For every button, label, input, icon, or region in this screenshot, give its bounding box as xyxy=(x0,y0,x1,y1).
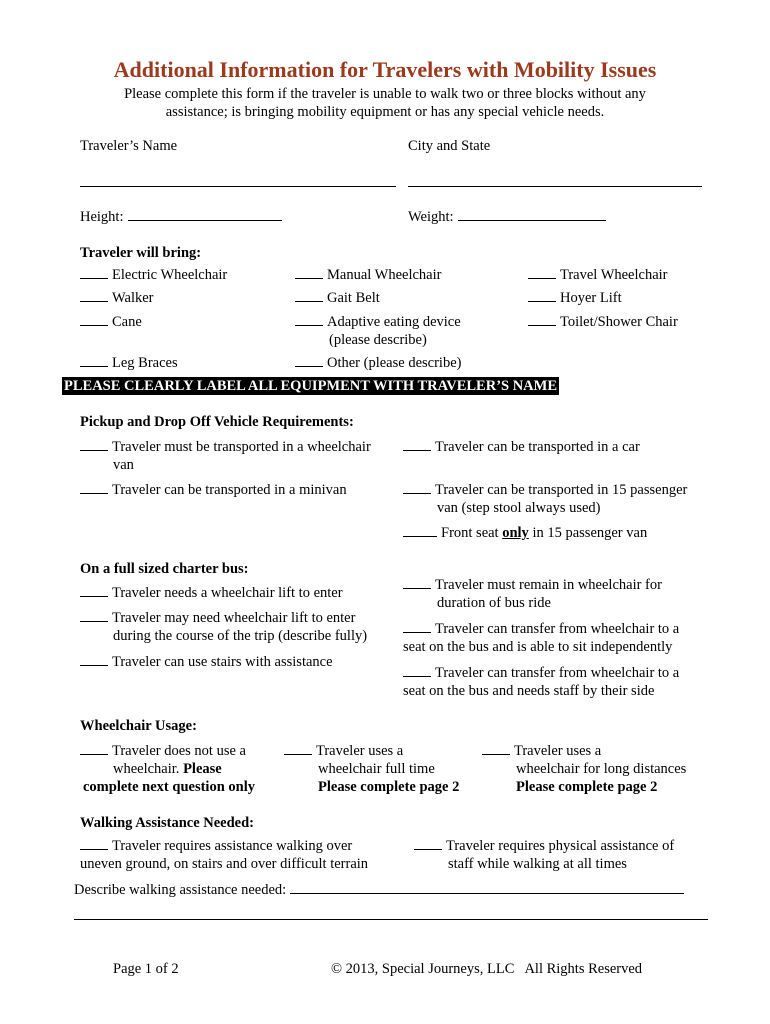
checkbox-blank[interactable] xyxy=(528,313,556,326)
height-field[interactable] xyxy=(128,207,282,221)
transfer-independent-cont: seat on the bus and is able to sit independently xyxy=(403,639,673,655)
checkbox-blank[interactable] xyxy=(403,576,431,589)
option-label: Travel Wheelchair xyxy=(560,267,668,283)
long-distances-instruction: Please complete page 2 xyxy=(516,779,658,795)
checkbox-blank[interactable] xyxy=(528,289,556,302)
checkbox-blank[interactable] xyxy=(528,266,556,279)
subtitle-line-1: Please complete this form if the traveler is unable to walk two or three blocks without any xyxy=(124,86,646,102)
checkbox-blank[interactable] xyxy=(403,620,431,633)
option-label: Traveler does not use a xyxy=(112,743,246,759)
option-cane[interactable] xyxy=(80,313,142,331)
option-label: Traveler can transfer from wheelchair to a xyxy=(435,665,680,681)
transfer-staff-cont: seat on the bus and needs staff by their side xyxy=(403,683,655,699)
no-wheelchair-cont xyxy=(113,760,222,778)
option-label: Adaptive eating device xyxy=(327,314,461,330)
checkbox-blank[interactable] xyxy=(403,438,431,451)
option-travel-wheelchair[interactable] xyxy=(528,266,668,284)
wheelchair-usage-heading: Wheelchair Usage: xyxy=(80,718,197,734)
passenger-van-cont: van (step stool always used) xyxy=(437,500,601,516)
option-leg-braces[interactable] xyxy=(80,354,178,372)
describe-walking-field-2[interactable] xyxy=(74,919,708,920)
option-label: Hoyer Lift xyxy=(560,290,622,306)
equipment-heading: Traveler will bring: xyxy=(80,245,202,261)
option-wheelchair-van[interactable] xyxy=(80,438,371,456)
option-label: Traveler uses a xyxy=(316,743,404,759)
checkbox-blank[interactable] xyxy=(80,481,108,494)
vehicle-heading: Pickup and Drop Off Vehicle Requirements: xyxy=(80,414,354,430)
weight-label: Weight: xyxy=(408,209,454,225)
option-label: Traveler can be transported in a car xyxy=(435,439,640,455)
travelers-name-field[interactable] xyxy=(80,186,396,187)
option-gait-belt[interactable] xyxy=(295,289,380,307)
height-row xyxy=(80,207,282,226)
option-label: Traveler requires assistance walking over xyxy=(112,838,353,854)
option-transfer-staff[interactable] xyxy=(403,664,679,682)
walking-heading: Walking Assistance Needed: xyxy=(80,815,255,831)
full-time-cont: wheelchair full time xyxy=(318,761,435,777)
describe-walking-label: Describe walking assistance needed: xyxy=(74,882,287,898)
option-label: Traveler uses a xyxy=(514,743,602,759)
checkbox-blank[interactable] xyxy=(80,742,108,755)
option-physical-assistance[interactable] xyxy=(414,837,674,855)
checkbox-blank[interactable] xyxy=(295,313,323,326)
option-label: Cane xyxy=(112,314,142,330)
no-wheelchair-text: wheelchair. xyxy=(113,761,180,777)
uneven-ground-cont: uneven ground, on stairs and over difficult terrain xyxy=(80,856,369,872)
option-label: Gait Belt xyxy=(327,290,380,306)
option-label: Traveler can use stairs with assistance xyxy=(112,654,333,670)
height-label: Height: xyxy=(80,209,124,225)
option-remain-wheelchair[interactable] xyxy=(403,576,662,594)
page-number: Page 1 of 2 xyxy=(113,961,179,977)
checkbox-blank[interactable] xyxy=(80,438,108,451)
checkbox-blank[interactable] xyxy=(80,653,108,666)
option-may-need-lift[interactable] xyxy=(80,609,355,627)
label-equipment-banner: PLEASE CLEARLY LABEL ALL EQUIPMENT WITH TRAVELER’S NAME xyxy=(64,378,558,394)
checkbox-blank[interactable] xyxy=(80,289,108,302)
option-label: Front seat xyxy=(441,525,499,541)
form-title: Additional Information for Travelers with Mobility Issues xyxy=(113,57,657,82)
option-label: Traveler can be transported in 15 passenger xyxy=(435,482,688,498)
physical-assistance-cont: staff while walking at all times xyxy=(448,856,627,872)
option-lift-enter[interactable] xyxy=(80,584,343,602)
option-electric-wheelchair[interactable] xyxy=(80,266,227,284)
option-manual-wheelchair[interactable] xyxy=(295,266,441,284)
form-subtitle xyxy=(0,85,770,121)
checkbox-blank[interactable] xyxy=(295,354,323,367)
option-hoyer-lift[interactable] xyxy=(528,289,622,307)
option-label: Traveler must be transported in a wheelchair xyxy=(112,439,371,455)
bus-heading: On a full sized charter bus: xyxy=(80,561,249,577)
no-wheelchair-instruction: complete next question only xyxy=(83,779,255,795)
checkbox-blank[interactable] xyxy=(80,354,108,367)
may-need-cont: during the course of the trip (describe fully) xyxy=(113,628,368,644)
checkbox-blank[interactable] xyxy=(80,313,108,326)
option-uneven-ground[interactable] xyxy=(80,837,352,855)
wheelchair-van-cont: van xyxy=(113,457,134,473)
option-full-time[interactable] xyxy=(284,742,403,760)
checkbox-blank[interactable] xyxy=(295,289,323,302)
only-emphasis: only xyxy=(502,525,529,541)
option-car[interactable] xyxy=(403,438,640,456)
travelers-name-label: Traveler’s Name xyxy=(80,138,178,154)
option-toilet-shower-chair[interactable] xyxy=(528,313,678,331)
option-long-distances[interactable] xyxy=(482,742,601,760)
checkbox-blank[interactable] xyxy=(284,742,312,755)
option-label: Traveler can be transported in a minivan xyxy=(112,482,347,498)
subtitle-line-2: assistance; is bringing mobility equipment or has any special vehicle needs. xyxy=(165,104,605,120)
weight-row xyxy=(408,207,606,226)
describe-walking-field[interactable] xyxy=(290,880,684,894)
option-label: Traveler requires physical assistance of xyxy=(446,838,675,854)
checkbox-blank[interactable] xyxy=(80,837,108,850)
option-label: Walker xyxy=(112,290,154,306)
option-label: Traveler must remain in wheelchair for xyxy=(435,577,662,593)
option-label-end: in 15 passenger van xyxy=(532,525,648,541)
checkbox-blank[interactable] xyxy=(403,524,437,537)
describe-walking-row xyxy=(74,880,684,899)
checkbox-blank[interactable] xyxy=(295,266,323,279)
option-label: Traveler may need wheelchair lift to enter xyxy=(112,610,356,626)
weight-field[interactable] xyxy=(458,207,606,221)
please-emphasis: Please xyxy=(183,761,222,777)
remain-cont: duration of bus ride xyxy=(437,595,551,611)
option-label: Traveler needs a wheelchair lift to enter xyxy=(112,585,343,601)
option-label: Manual Wheelchair xyxy=(327,267,442,283)
adaptive-note: (please describe) xyxy=(329,332,427,348)
city-state-label: City and State xyxy=(408,138,491,154)
checkbox-blank[interactable] xyxy=(403,481,431,494)
option-label: Leg Braces xyxy=(112,355,178,371)
option-minivan[interactable] xyxy=(80,481,347,499)
checkbox-blank[interactable] xyxy=(414,837,442,850)
option-transfer-independent[interactable] xyxy=(403,620,679,638)
option-walker[interactable] xyxy=(80,289,154,307)
long-distances-cont: wheelchair for long distances xyxy=(516,761,687,777)
option-other[interactable] xyxy=(295,354,461,372)
checkbox-blank[interactable] xyxy=(482,742,510,755)
checkbox-blank[interactable] xyxy=(80,266,108,279)
option-stairs[interactable] xyxy=(80,653,333,671)
option-label: Toilet/Shower Chair xyxy=(560,314,678,330)
full-time-instruction: Please complete page 2 xyxy=(318,779,460,795)
option-label: Other (please describe) xyxy=(327,355,462,371)
option-label: Electric Wheelchair xyxy=(112,267,228,283)
city-state-field[interactable] xyxy=(408,186,702,187)
option-no-wheelchair[interactable] xyxy=(80,742,246,760)
option-15-passenger-van[interactable] xyxy=(403,481,687,499)
checkbox-blank[interactable] xyxy=(80,584,108,597)
option-front-seat[interactable] xyxy=(403,524,647,542)
copyright: © 2013, Special Journeys, LLC All Rights Reserved xyxy=(331,961,643,977)
checkbox-blank[interactable] xyxy=(80,609,108,622)
option-label: Traveler can transfer from wheelchair to a xyxy=(435,621,680,637)
option-adaptive-eating-device[interactable] xyxy=(295,313,461,331)
checkbox-blank[interactable] xyxy=(403,664,431,677)
